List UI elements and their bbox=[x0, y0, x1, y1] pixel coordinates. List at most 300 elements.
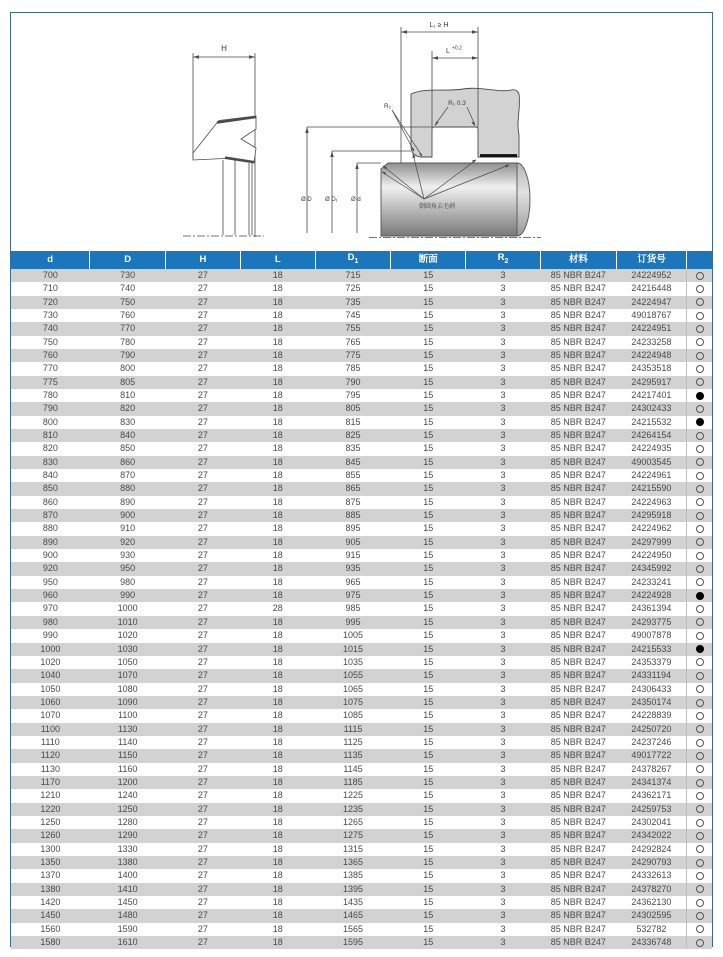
cell-R2: 3 bbox=[500, 616, 506, 627]
cell-D: 1030 bbox=[117, 643, 138, 654]
cell-D: 1590 bbox=[117, 923, 138, 934]
availability-dot-open bbox=[696, 445, 704, 453]
cell-availability bbox=[687, 309, 712, 322]
cell-D1: 1185 bbox=[343, 776, 363, 787]
cell-D: 850 bbox=[120, 443, 136, 454]
l-dim-label: L bbox=[446, 48, 450, 55]
cell-H: 27 bbox=[197, 283, 208, 294]
cell-D: 930 bbox=[120, 550, 136, 561]
cell-H: 27 bbox=[197, 403, 208, 414]
cell-D: 1070 bbox=[117, 670, 138, 681]
cell-order-no: 24331194 bbox=[631, 670, 672, 681]
availability-dot-open bbox=[696, 779, 704, 787]
cell-D: 910 bbox=[120, 523, 136, 534]
cell-D1: 885 bbox=[345, 510, 361, 521]
cell-H: 27 bbox=[197, 870, 208, 881]
cell-D: 1400 bbox=[117, 870, 138, 881]
cell-D: 730 bbox=[120, 269, 136, 280]
cell-D1: 1085 bbox=[342, 710, 363, 721]
cell-d: 1060 bbox=[40, 696, 61, 707]
cell-R2: 3 bbox=[500, 736, 506, 747]
cell-D: 800 bbox=[120, 363, 136, 374]
cell-material: 85 NBR B247 bbox=[550, 696, 606, 707]
cell-D1: 1395 bbox=[342, 883, 363, 894]
cell-material: 85 NBR B247 bbox=[550, 349, 606, 360]
cell-L: 18 bbox=[272, 776, 283, 787]
cell-d: 1220 bbox=[40, 803, 61, 814]
arrowhead bbox=[472, 56, 478, 59]
cell-d: 700 bbox=[42, 269, 58, 280]
cell-d: 770 bbox=[42, 363, 58, 374]
availability-dot-open bbox=[696, 338, 704, 346]
column-header-material: 材料 bbox=[540, 251, 616, 269]
table-row bbox=[11, 843, 712, 856]
cell-availability bbox=[687, 336, 712, 349]
cell-section: 15 bbox=[423, 456, 434, 467]
cell-material: 85 NBR B247 bbox=[550, 603, 606, 614]
cell-R2: 3 bbox=[500, 563, 506, 574]
cell-D: 1000 bbox=[117, 603, 138, 614]
cell-H: 27 bbox=[197, 710, 208, 721]
cell-material: 85 NBR B247 bbox=[550, 416, 606, 427]
cell-D: 990 bbox=[120, 590, 136, 601]
cell-availability bbox=[687, 389, 712, 402]
cell-L: 18 bbox=[272, 870, 283, 881]
cell-order-no: 24378267 bbox=[631, 763, 672, 774]
deburr-note: 倒圆角去毛刺 bbox=[419, 204, 456, 210]
availability-dot-open bbox=[696, 632, 704, 640]
cell-L: 18 bbox=[272, 523, 283, 534]
cell-R2: 3 bbox=[500, 576, 506, 587]
cell-order-no: 24350174 bbox=[631, 696, 672, 707]
cell-availability bbox=[687, 469, 712, 482]
cell-H: 27 bbox=[197, 590, 208, 601]
cell-section: 15 bbox=[423, 883, 434, 894]
cell-section: 15 bbox=[423, 790, 434, 801]
cell-order-no: 24353379 bbox=[631, 656, 672, 667]
cell-availability bbox=[687, 296, 712, 309]
cell-L: 18 bbox=[272, 296, 283, 307]
cell-section: 15 bbox=[423, 870, 434, 881]
table-row bbox=[11, 723, 712, 736]
cell-L: 18 bbox=[272, 763, 283, 774]
cell-R2: 3 bbox=[500, 456, 506, 467]
size-table bbox=[11, 251, 712, 949]
cell-availability bbox=[687, 456, 712, 469]
availability-dot-open bbox=[696, 312, 704, 320]
cell-R2: 3 bbox=[500, 723, 506, 734]
seal-cross-section bbox=[193, 116, 256, 163]
cell-H: 27 bbox=[197, 376, 208, 387]
cell-order-no: 24224928 bbox=[631, 590, 672, 601]
cell-section: 15 bbox=[423, 550, 434, 561]
cell-D: 770 bbox=[120, 323, 136, 334]
column-header-L: L bbox=[240, 251, 315, 269]
cell-L: 18 bbox=[272, 309, 283, 320]
table-row bbox=[11, 522, 712, 535]
table-row bbox=[11, 309, 712, 322]
cell-D1: 1015 bbox=[342, 643, 363, 654]
availability-dot-open bbox=[696, 565, 704, 573]
cell-D: 840 bbox=[120, 430, 136, 441]
cell-R2: 3 bbox=[500, 776, 506, 787]
cell-H: 27 bbox=[197, 696, 208, 707]
cell-section: 15 bbox=[423, 496, 434, 507]
cell-H: 27 bbox=[197, 750, 208, 761]
cell-availability bbox=[687, 536, 712, 549]
column-header-availability bbox=[687, 251, 712, 269]
cell-d: 900 bbox=[42, 550, 58, 561]
cell-material: 85 NBR B247 bbox=[550, 843, 606, 854]
cell-d: 880 bbox=[42, 523, 58, 534]
cell-order-no: 24215532 bbox=[631, 416, 672, 427]
cell-availability bbox=[687, 549, 712, 562]
cell-D: 1480 bbox=[117, 910, 138, 921]
cell-D: 810 bbox=[120, 389, 136, 400]
table-row bbox=[11, 416, 712, 429]
cell-R2: 3 bbox=[500, 323, 506, 334]
availability-dot-open bbox=[696, 672, 704, 680]
cell-H: 27 bbox=[197, 843, 208, 854]
table-row bbox=[11, 336, 712, 349]
cell-D: 820 bbox=[120, 403, 136, 414]
cell-D1: 1265 bbox=[342, 816, 363, 827]
cell-section: 15 bbox=[423, 857, 434, 868]
cell-d: 870 bbox=[42, 510, 58, 521]
cell-material: 85 NBR B247 bbox=[550, 563, 606, 574]
cell-D1: 825 bbox=[345, 430, 361, 441]
cell-L: 18 bbox=[272, 590, 283, 601]
installation-view bbox=[301, 22, 541, 238]
column-header-section: 断面 bbox=[391, 251, 466, 269]
cell-order-no: 24224947 bbox=[631, 296, 672, 307]
cell-d: 1210 bbox=[40, 790, 61, 801]
cell-availability bbox=[687, 522, 712, 535]
cell-d: 1070 bbox=[40, 710, 61, 721]
cell-availability bbox=[687, 789, 712, 802]
cell-L: 18 bbox=[272, 403, 283, 414]
cell-R2: 3 bbox=[500, 523, 506, 534]
cell-availability bbox=[687, 322, 712, 335]
cell-availability bbox=[687, 362, 712, 375]
arrowhead bbox=[305, 127, 308, 133]
cell-material: 85 NBR B247 bbox=[550, 483, 606, 494]
cell-H: 27 bbox=[197, 296, 208, 307]
table-row bbox=[11, 456, 712, 469]
cell-R2: 3 bbox=[500, 603, 506, 614]
cell-D1: 795 bbox=[345, 389, 361, 400]
cell-D1: 725 bbox=[345, 283, 361, 294]
cell-section: 15 bbox=[423, 750, 434, 761]
cell-D: 1150 bbox=[117, 750, 138, 761]
cell-L: 18 bbox=[272, 336, 283, 347]
dia-D1-label: Ø D₁ bbox=[325, 197, 338, 203]
cell-R2: 3 bbox=[500, 816, 506, 827]
cell-order-no: 24306433 bbox=[631, 683, 672, 694]
cell-material: 85 NBR B247 bbox=[550, 923, 606, 934]
cell-L: 18 bbox=[272, 670, 283, 681]
cell-D: 1100 bbox=[117, 710, 138, 721]
cell-D: 760 bbox=[120, 309, 136, 320]
cell-availability bbox=[687, 896, 712, 909]
availability-dot-open bbox=[696, 405, 704, 413]
cell-order-no: 24250720 bbox=[631, 723, 672, 734]
availability-dot-filled bbox=[696, 645, 704, 653]
cell-R2: 3 bbox=[500, 430, 506, 441]
cell-H: 27 bbox=[197, 309, 208, 320]
cell-R2: 3 bbox=[500, 710, 506, 721]
cell-L: 18 bbox=[272, 630, 283, 641]
cell-material: 85 NBR B247 bbox=[550, 857, 606, 868]
cell-R2: 3 bbox=[500, 830, 506, 841]
cell-H: 27 bbox=[197, 536, 208, 547]
cell-D: 860 bbox=[120, 456, 136, 467]
cell-R2: 3 bbox=[500, 630, 506, 641]
cell-order-no: 24353518 bbox=[631, 363, 672, 374]
dia-d-label: Ø d bbox=[351, 197, 361, 203]
cell-H: 27 bbox=[197, 910, 208, 921]
table-header bbox=[11, 251, 712, 269]
cell-R2: 3 bbox=[500, 296, 506, 307]
cell-order-no: 24259753 bbox=[631, 803, 672, 814]
cell-D: 870 bbox=[120, 470, 136, 481]
cell-availability bbox=[687, 643, 712, 656]
cell-availability bbox=[687, 669, 712, 682]
availability-dot-open bbox=[696, 765, 704, 773]
availability-dot-open bbox=[696, 618, 704, 626]
cell-section: 15 bbox=[423, 923, 434, 934]
cell-d: 840 bbox=[42, 470, 58, 481]
availability-dot-open bbox=[696, 805, 704, 813]
cell-material: 85 NBR B247 bbox=[550, 763, 606, 774]
cell-H: 27 bbox=[197, 670, 208, 681]
cell-material: 85 NBR B247 bbox=[550, 536, 606, 547]
cell-D: 900 bbox=[120, 510, 136, 521]
cell-d: 1170 bbox=[40, 776, 61, 787]
cell-D1: 1075 bbox=[342, 696, 363, 707]
cell-D1: 745 bbox=[345, 309, 361, 320]
cell-section: 15 bbox=[423, 470, 434, 481]
cell-d: 1370 bbox=[40, 870, 61, 881]
cell-material: 85 NBR B247 bbox=[550, 750, 606, 761]
cell-order-no: 24302041 bbox=[631, 816, 672, 827]
cell-L: 18 bbox=[272, 283, 283, 294]
table-row bbox=[11, 789, 712, 802]
cell-section: 15 bbox=[423, 603, 434, 614]
availability-dot-open bbox=[696, 498, 704, 506]
cell-order-no: 24332613 bbox=[631, 870, 672, 881]
cell-material: 85 NBR B247 bbox=[550, 496, 606, 507]
cell-availability bbox=[687, 683, 712, 696]
table-header-row bbox=[11, 251, 712, 269]
cell-d: 1130 bbox=[40, 763, 61, 774]
cell-D: 1380 bbox=[117, 857, 138, 868]
cell-order-no: 24216448 bbox=[631, 283, 672, 294]
cell-L: 18 bbox=[272, 897, 283, 908]
cell-D1: 905 bbox=[345, 536, 361, 547]
cell-material: 85 NBR B247 bbox=[550, 590, 606, 601]
cell-section: 15 bbox=[423, 523, 434, 534]
cell-material: 85 NBR B247 bbox=[550, 683, 606, 694]
cell-d: 1450 bbox=[40, 910, 61, 921]
cell-L: 18 bbox=[272, 536, 283, 547]
cell-material: 85 NBR B247 bbox=[550, 523, 606, 534]
cell-section: 15 bbox=[423, 283, 434, 294]
cell-order-no: 24217401 bbox=[631, 389, 672, 400]
cell-L: 18 bbox=[272, 430, 283, 441]
cell-material: 85 NBR B247 bbox=[550, 616, 606, 627]
cell-R2: 3 bbox=[500, 536, 506, 547]
cell-material: 85 NBR B247 bbox=[550, 670, 606, 681]
cell-d: 1350 bbox=[40, 857, 61, 868]
cell-order-no: 24302595 bbox=[631, 910, 672, 921]
cell-availability bbox=[687, 562, 712, 575]
cell-section: 15 bbox=[423, 736, 434, 747]
table-row bbox=[11, 629, 712, 642]
cell-D1: 785 bbox=[345, 363, 361, 374]
cell-D: 1200 bbox=[117, 776, 138, 787]
cell-R2: 3 bbox=[500, 470, 506, 481]
cell-order-no: 24224962 bbox=[631, 523, 672, 534]
cell-R2: 3 bbox=[500, 416, 506, 427]
cell-section: 15 bbox=[423, 430, 434, 441]
cell-D1: 1125 bbox=[343, 736, 363, 747]
cell-R2: 3 bbox=[500, 857, 506, 868]
cell-availability bbox=[687, 376, 712, 389]
cell-d: 710 bbox=[42, 283, 58, 294]
cell-order-no: 24224963 bbox=[631, 496, 672, 507]
cell-d: 730 bbox=[42, 309, 58, 320]
cell-material: 85 NBR B247 bbox=[550, 550, 606, 561]
cell-d: 790 bbox=[42, 403, 58, 414]
cell-R2: 3 bbox=[500, 309, 506, 320]
cell-D1: 965 bbox=[345, 576, 361, 587]
table-row bbox=[11, 643, 712, 656]
cell-d: 990 bbox=[42, 630, 58, 641]
availability-dot-open bbox=[696, 658, 704, 666]
table-row bbox=[11, 482, 712, 495]
cell-L: 18 bbox=[272, 883, 283, 894]
cell-material: 85 NBR B247 bbox=[550, 643, 606, 654]
cell-section: 15 bbox=[423, 630, 434, 641]
column-header-d: d bbox=[11, 251, 90, 269]
arrowhead bbox=[432, 56, 438, 59]
cell-L: 18 bbox=[272, 696, 283, 707]
table-row bbox=[11, 429, 712, 442]
cell-D: 1090 bbox=[117, 696, 138, 707]
cell-D: 1020 bbox=[117, 630, 138, 641]
catalog-panel bbox=[10, 12, 713, 947]
table-row bbox=[11, 402, 712, 415]
table-row bbox=[11, 896, 712, 909]
cell-order-no: 24302433 bbox=[631, 403, 672, 414]
cell-order-no: 24228839 bbox=[631, 710, 672, 721]
cell-availability bbox=[687, 923, 712, 936]
cell-D: 1240 bbox=[117, 790, 138, 801]
cell-D1: 835 bbox=[345, 443, 361, 454]
cell-material: 85 NBR B247 bbox=[550, 937, 606, 948]
cell-D: 1410 bbox=[117, 883, 138, 894]
cell-order-no: 24362130 bbox=[631, 897, 672, 908]
availability-dot-open bbox=[696, 845, 704, 853]
cell-L: 18 bbox=[272, 923, 283, 934]
availability-dot-open bbox=[696, 552, 704, 560]
cell-H: 27 bbox=[197, 496, 208, 507]
cell-d: 1100 bbox=[40, 723, 61, 734]
cell-D1: 735 bbox=[345, 296, 361, 307]
cell-L: 18 bbox=[272, 843, 283, 854]
table-row bbox=[11, 389, 712, 402]
cell-D1: 895 bbox=[345, 523, 361, 534]
cell-D1: 1035 bbox=[342, 656, 363, 667]
cell-material: 85 NBR B247 bbox=[550, 323, 606, 334]
availability-dot-open bbox=[696, 872, 704, 880]
cell-material: 85 NBR B247 bbox=[550, 830, 606, 841]
cell-order-no: 24297999 bbox=[631, 536, 672, 547]
cell-d: 830 bbox=[42, 456, 58, 467]
cell-availability bbox=[687, 696, 712, 709]
cell-section: 15 bbox=[423, 536, 434, 547]
cell-section: 15 bbox=[423, 723, 434, 734]
cell-section: 15 bbox=[423, 349, 434, 360]
cell-D1: 1465 bbox=[342, 910, 363, 921]
cell-H: 27 bbox=[197, 510, 208, 521]
cell-D: 1080 bbox=[117, 683, 138, 694]
cell-order-no: 24224961 bbox=[631, 470, 672, 481]
cell-R2: 3 bbox=[500, 910, 506, 921]
cell-H: 27 bbox=[197, 897, 208, 908]
cell-d: 1380 bbox=[40, 883, 61, 894]
cell-D1: 1365 bbox=[342, 857, 363, 868]
cell-d: 1420 bbox=[40, 897, 61, 908]
cell-H: 27 bbox=[197, 643, 208, 654]
cell-R2: 3 bbox=[500, 790, 506, 801]
cell-d: 980 bbox=[42, 616, 58, 627]
availability-dot-open bbox=[696, 472, 704, 480]
cell-D1: 1275 bbox=[342, 830, 363, 841]
cell-material: 85 NBR B247 bbox=[550, 309, 606, 320]
cell-order-no: 24290793 bbox=[631, 857, 672, 868]
cell-availability bbox=[687, 576, 712, 589]
cell-H: 27 bbox=[197, 430, 208, 441]
cell-R2: 3 bbox=[500, 389, 506, 400]
cell-D1: 1435 bbox=[342, 897, 363, 908]
cell-section: 15 bbox=[423, 696, 434, 707]
cell-D1: 975 bbox=[345, 590, 361, 601]
cell-availability bbox=[687, 429, 712, 442]
table-row bbox=[11, 349, 712, 362]
table-row bbox=[11, 883, 712, 896]
cell-D: 1330 bbox=[117, 843, 138, 854]
cell-L: 18 bbox=[272, 910, 283, 921]
table-row bbox=[11, 376, 712, 389]
cell-R2: 3 bbox=[500, 349, 506, 360]
column-header-R2: $R_2$ bbox=[466, 251, 541, 269]
cell-L: 18 bbox=[272, 643, 283, 654]
table-row bbox=[11, 496, 712, 509]
cell-d: 1020 bbox=[40, 656, 61, 667]
availability-dot-filled bbox=[696, 592, 704, 600]
cell-L: 18 bbox=[272, 483, 283, 494]
cell-d: 1040 bbox=[40, 670, 61, 681]
cell-order-no: 24264154 bbox=[631, 430, 672, 441]
cell-section: 15 bbox=[423, 416, 434, 427]
cell-order-no: 24295917 bbox=[631, 376, 672, 387]
cell-section: 15 bbox=[423, 563, 434, 574]
cell-H: 27 bbox=[197, 323, 208, 334]
table-row bbox=[11, 776, 712, 789]
cell-order-no: 24224935 bbox=[631, 443, 672, 454]
